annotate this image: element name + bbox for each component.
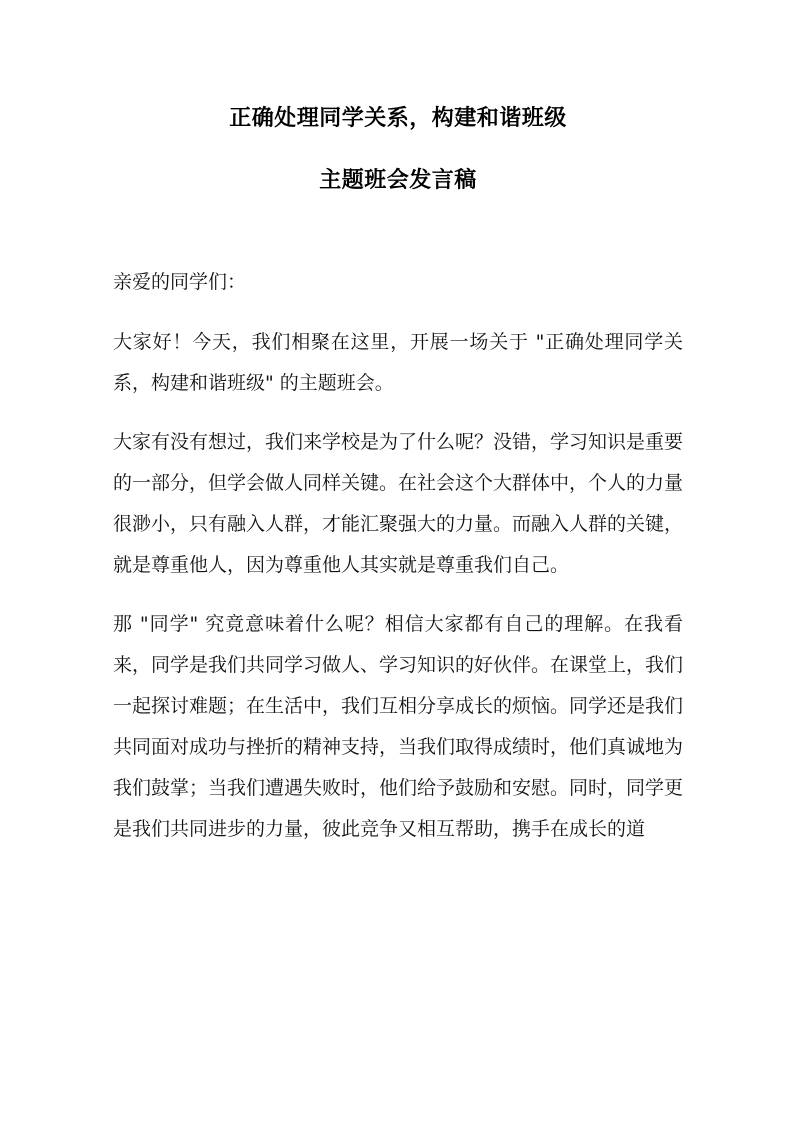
document-title-block: [113, 0, 683, 196]
document-title-line-2: 主题班会发言稿: [319, 168, 477, 193]
document-body: [113, 0, 683, 850]
body-paragraph-1: 大家好！今天，我们相聚在这里，开展一场关于 "正确处理同学关系，构建和谐班级" 的主题班会。: [113, 331, 683, 394]
document-title-line-1: 正确处理同学关系，构建和谐班级: [229, 106, 567, 131]
document-content: [113, 262, 683, 850]
body-paragraph-3: 那 "同学" 究竟意味着什么呢？相信大家都有自己的理解。在我看来，同学是我们共同学习做人、学习知识的好伙伴。在课堂上，我们一起探讨难题；在生活中，我们互相分享成长的烦恼。同学还是我们共同面对成功与挫折的精神支持，当我们取得成绩时，他们真诚地为我们鼓掌；当我们遭遇失败时，他们给予鼓励和安慰。同时，同学更是我们共同进步的力量，彼此竞争又相互帮助，携手在成长的道: [113, 613, 684, 840]
salutation-paragraph: 亲爱的同学们：: [113, 271, 247, 293]
body-paragraph-2: 大家有没有想过，我们来学校是为了什么呢？没错，学习知识是重要的一部分，但学会做人同样关键。在社会这个大群体中，个人的力量很渺小，只有融入人群，才能汇聚强大的力量。而融入人群的关键，就是尊重他人，因为尊重他人其实就是尊重我们自己。: [113, 431, 684, 576]
